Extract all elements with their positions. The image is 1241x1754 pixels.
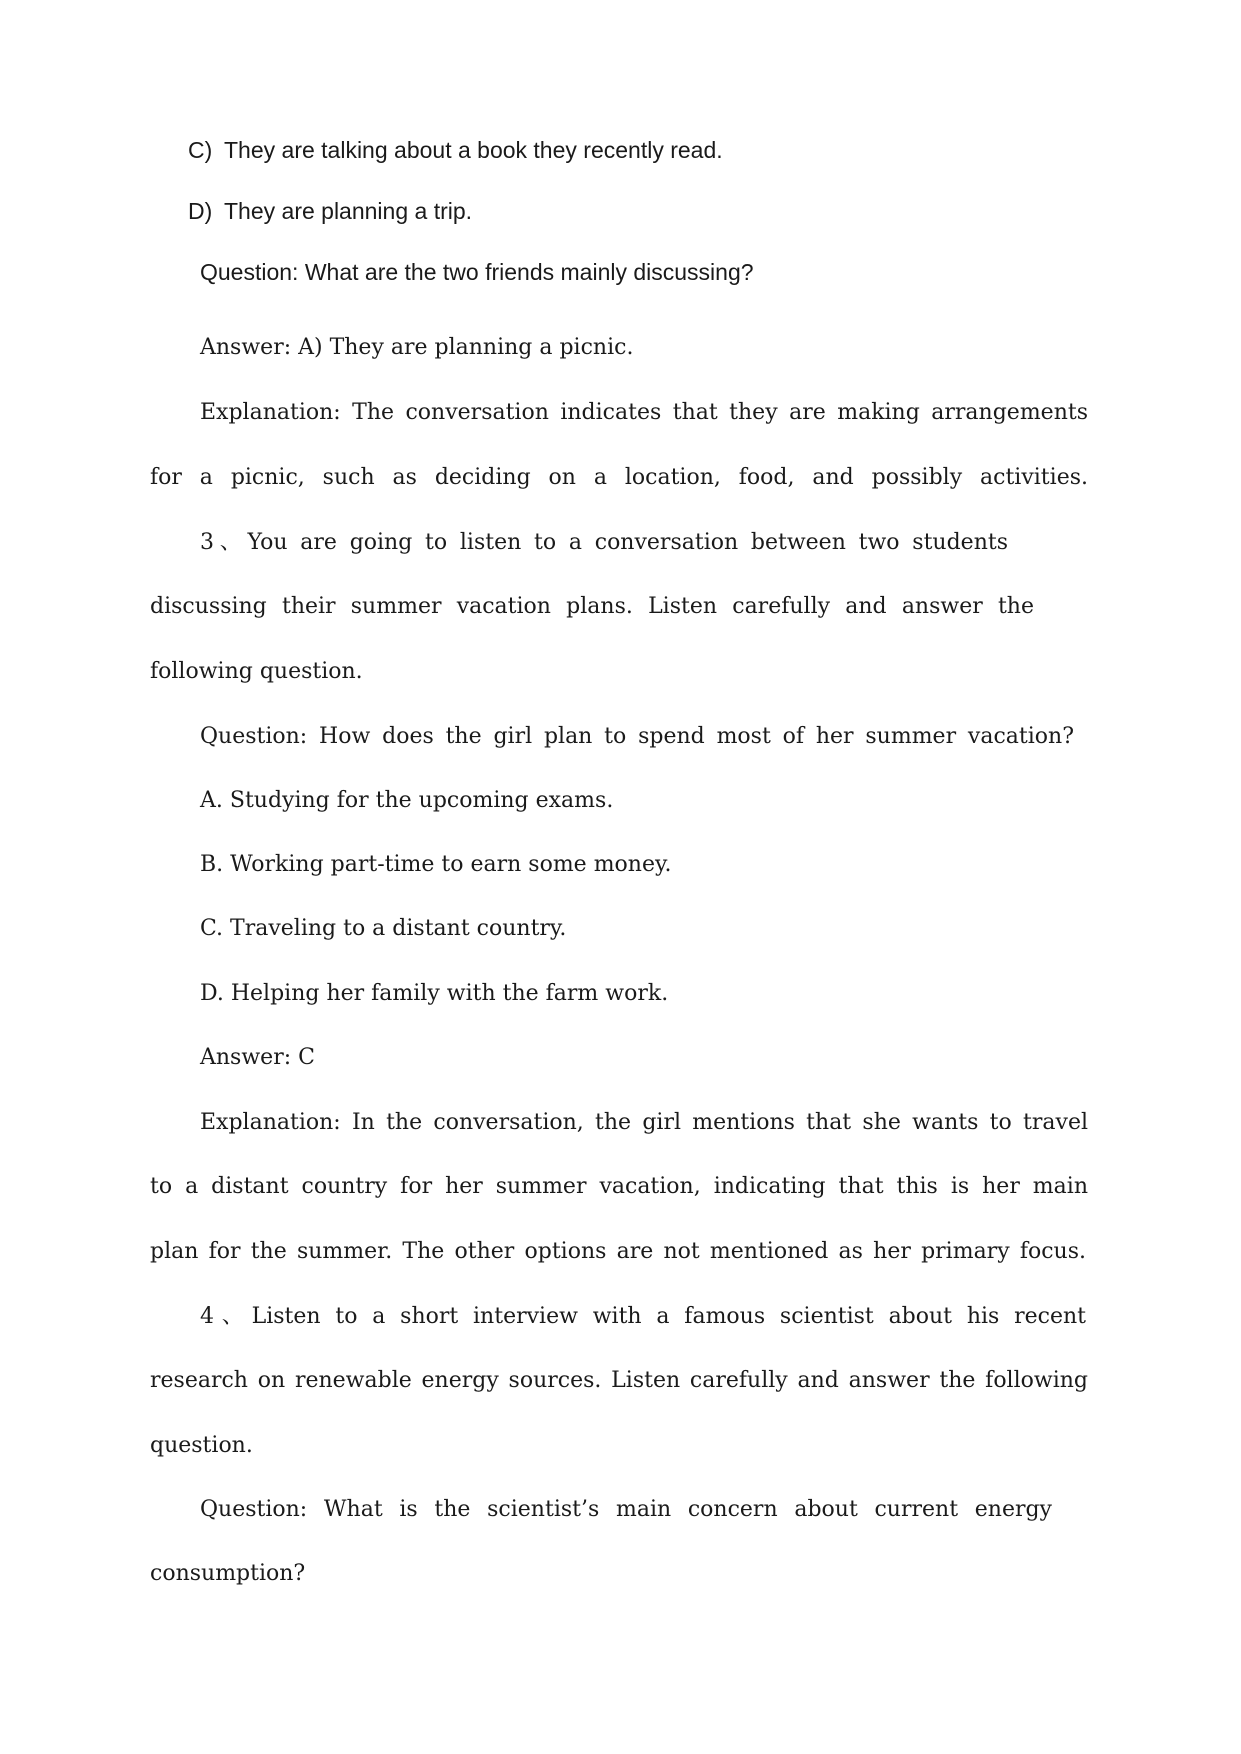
q3-option-d: D. Helping her family with the farm work. [200,981,669,1006]
q2-question: Question: What are the two friends mainly discussing? [200,259,754,285]
q4-intro-line-1: 4、Listen to a short interview with a famous scientist about his recent [200,1304,1086,1329]
q3-explanation-line-2: to a distant country for her summer vacation, indicating that this is her main [150,1174,1088,1199]
q3-intro-line-1: 3、You are going to listen to a conversation between two students [200,530,1008,555]
q4-question-line-1: Question: What is the scientist’s main concern about current energy [200,1497,1052,1522]
q4-question-line-2: consumption? [150,1561,306,1586]
option-letter: D) [188,198,213,224]
q3-option-a: A. Studying for the upcoming exams. [200,788,614,813]
q4-intro-line-2: research on renewable energy sources. Listen carefully and answer the following [150,1368,1088,1393]
option-text: They are talking about a book they recently read. [224,137,723,163]
q3-explanation-line-3: plan for the summer. The other options are not mentioned as her primary focus. [150,1239,1086,1264]
q3-option-b: B. Working part-time to earn some money. [200,852,672,877]
option-d [188,196,472,226]
q3-intro-line-3: following question. [150,659,363,684]
q2-explanation-line-1: Explanation: The conversation indicates that they are making arrangements [200,400,1088,425]
q3-option-c: C. Traveling to a distant country. [200,916,567,941]
q3-explanation-line-1: Explanation: In the conversation, the girl mentions that she wants to travel [200,1110,1088,1135]
q3-intro-line-2: discussing their summer vacation plans. Listen carefully and answer the [150,594,1034,619]
q2-answer: Answer: A) They are planning a picnic. [200,335,634,360]
option-letter: C) [188,137,213,163]
option-text: They are planning a trip. [224,198,473,224]
q2-explanation-line-2: for a picnic, such as deciding on a location, food, and possibly activities. [150,465,1088,490]
option-c [188,135,723,165]
q3-answer: Answer: C [200,1045,315,1070]
q4-intro-line-3: question. [150,1433,253,1458]
q3-question: Question: How does the girl plan to spend most of her summer vacation? [200,724,1074,749]
